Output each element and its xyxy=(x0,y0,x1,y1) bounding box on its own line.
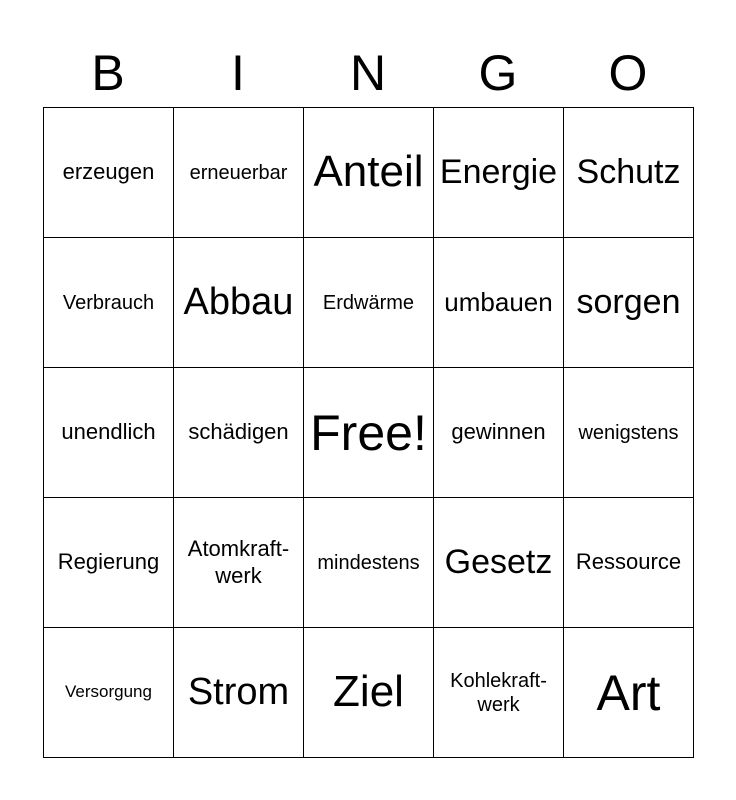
cell-label: Gesetz xyxy=(444,543,553,582)
free-space-label: Free! xyxy=(310,404,427,461)
bingo-cell[interactable] xyxy=(174,498,304,628)
cell-label: Kohlekraft- werk xyxy=(450,669,547,716)
header-letter-o: O xyxy=(608,45,648,101)
cell-label: Energie xyxy=(439,153,558,192)
bingo-header xyxy=(43,40,693,106)
free-space[interactable] xyxy=(304,368,434,498)
bingo-cell[interactable] xyxy=(44,108,174,238)
bingo-cell[interactable] xyxy=(304,238,434,368)
cell-label: Anteil xyxy=(313,147,424,197)
cell-label: Abbau xyxy=(183,280,294,323)
header-letter-b: B xyxy=(91,45,125,101)
cell-label: Versorgung xyxy=(65,682,152,702)
cell-label: Verbrauch xyxy=(62,291,155,314)
bingo-cell[interactable] xyxy=(304,108,434,238)
cell-label: Schutz xyxy=(576,153,681,192)
bingo-cell[interactable] xyxy=(564,108,694,238)
bingo-cell[interactable] xyxy=(434,628,564,758)
bingo-cell[interactable] xyxy=(174,108,304,238)
cell-label: schädigen xyxy=(188,419,289,445)
cell-label: gewinnen xyxy=(451,419,546,445)
cell-label: erzeugen xyxy=(62,159,155,185)
cell-label: Ressource xyxy=(575,549,682,575)
bingo-cell[interactable] xyxy=(434,368,564,498)
bingo-cell[interactable] xyxy=(44,498,174,628)
cell-label: umbauen xyxy=(444,286,553,317)
bingo-cell[interactable] xyxy=(434,238,564,368)
cell-label: Regierung xyxy=(57,549,160,575)
bingo-cell[interactable] xyxy=(564,498,694,628)
cell-label: wenigstens xyxy=(578,421,679,444)
bingo-cell[interactable] xyxy=(44,368,174,498)
bingo-cell[interactable] xyxy=(174,628,304,758)
cell-label: unendlich xyxy=(61,419,156,445)
cell-label: mindestens xyxy=(317,551,420,574)
cell-label: Atomkraft- werk xyxy=(187,536,290,588)
cell-label: erneuerbar xyxy=(189,161,288,184)
cell-label: Strom xyxy=(187,670,290,713)
bingo-cell[interactable] xyxy=(434,108,564,238)
bingo-cell[interactable] xyxy=(564,238,694,368)
bingo-cell[interactable] xyxy=(304,498,434,628)
bingo-cell[interactable] xyxy=(564,368,694,498)
bingo-cell[interactable] xyxy=(174,238,304,368)
bingo-cell[interactable] xyxy=(44,238,174,368)
cell-label: Erdwärme xyxy=(322,291,415,314)
bingo-cell[interactable] xyxy=(564,628,694,758)
bingo-card xyxy=(43,107,694,758)
bingo-cell[interactable] xyxy=(434,498,564,628)
header-letter-n: N xyxy=(349,45,387,101)
bingo-cell[interactable] xyxy=(44,628,174,758)
bingo-cell[interactable] xyxy=(174,368,304,498)
cell-label: Art xyxy=(596,664,661,721)
bingo-cell[interactable] xyxy=(304,628,434,758)
header-letter-g: G xyxy=(478,45,518,101)
cell-label: sorgen xyxy=(576,283,681,322)
cell-label: Ziel xyxy=(333,667,404,717)
header-letter-i: I xyxy=(231,45,245,101)
